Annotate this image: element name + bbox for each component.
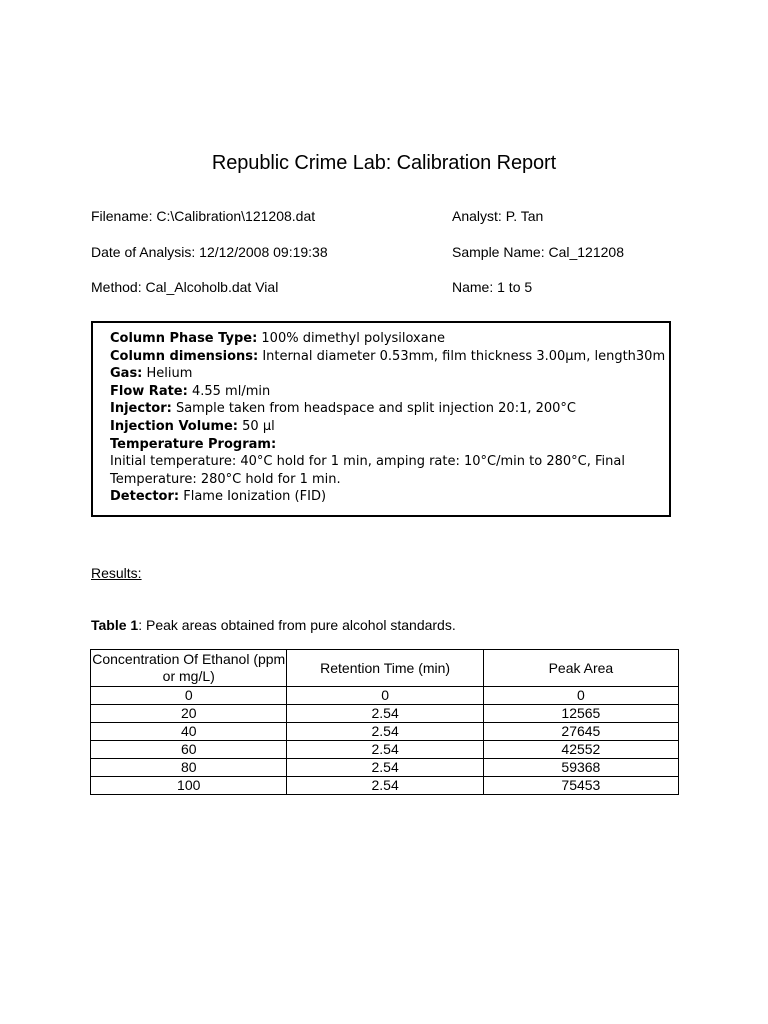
- table-caption: [91, 617, 456, 633]
- method-field: Method: Cal_Alcoholb.dat Vial: [91, 279, 279, 295]
- peak-areas-table: [90, 649, 679, 795]
- header-peak-area: Peak Area: [483, 650, 678, 687]
- concentration-cell: 60: [91, 741, 287, 759]
- results-heading: Results:: [91, 565, 142, 581]
- column-phase-label: Column Phase Type:: [110, 331, 258, 346]
- gas-value: Helium: [142, 366, 193, 382]
- table-row: [91, 723, 679, 741]
- column-dimensions-line: [110, 348, 669, 366]
- temperature-program-line: [110, 436, 669, 454]
- retention-time-cell: 2.54: [287, 777, 483, 795]
- column-dimensions-value: Internal diameter 0.53mm, film thickness 3.00μm, length30m: [258, 348, 666, 364]
- table-row: [91, 759, 679, 777]
- temperature-program-label: Temperature Program:: [110, 436, 277, 452]
- column-phase-line: [110, 330, 669, 348]
- peak-area-cell: 75453: [483, 777, 678, 795]
- detector-line: [110, 488, 669, 506]
- filename-field: Filename: C:\Calibration\121208.dat: [91, 208, 316, 224]
- concentration-cell: 80: [91, 759, 287, 777]
- sample-name-field: Sample Name: Cal_121208: [452, 244, 624, 260]
- detector-label: Detector:: [110, 489, 180, 505]
- table-header-row: [91, 650, 679, 687]
- peak-area-cell: 59368: [483, 759, 678, 777]
- table-row: [91, 705, 679, 723]
- analyst-field: Analyst: P. Tan: [452, 208, 544, 224]
- concentration-cell: 40: [91, 723, 287, 741]
- gas-label: Gas:: [110, 366, 143, 382]
- peak-area-cell: 27645: [483, 723, 678, 741]
- peak-area-cell: 0: [483, 687, 678, 705]
- header-retention-time: Retention Time (min): [287, 650, 483, 687]
- peak-area-cell: 12565: [483, 705, 678, 723]
- table-caption-label: Table 1: [91, 617, 139, 633]
- concentration-cell: 0: [91, 687, 287, 705]
- injection-volume-label: Injection Volume:: [110, 418, 239, 434]
- date-of-analysis-field: Date of Analysis: 12/12/2008 09:19:38: [91, 244, 328, 260]
- temperature-program-value: Initial temperature: 40°C hold for 1 min, amping rate: 10°C/min to 280°C, Final Temperature: 280°C hold for 1 min.: [110, 454, 625, 487]
- concentration-cell: 20: [91, 705, 287, 723]
- flow-rate-value: 4.55 ml/min: [187, 383, 271, 399]
- retention-time-cell: 0: [287, 687, 483, 705]
- injection-volume-line: [110, 418, 669, 436]
- peak-area-cell: 42552: [483, 741, 678, 759]
- concentration-cell: 100: [91, 777, 287, 795]
- instrument-conditions-box: [91, 321, 671, 517]
- injector-label: Injector:: [110, 401, 172, 417]
- retention-time-cell: 2.54: [287, 705, 483, 723]
- retention-time-cell: 2.54: [287, 741, 483, 759]
- report-title: Republic Crime Lab: Calibration Report: [211, 152, 557, 174]
- table-row: [91, 777, 679, 795]
- injector-line: [110, 400, 669, 418]
- table-row: [91, 741, 679, 759]
- injection-volume-value: 50 μl: [238, 418, 275, 434]
- name-field: Name: 1 to 5: [452, 279, 533, 295]
- injector-value: Sample taken from headspace and split injection 20:1, 200°C: [171, 401, 577, 417]
- flow-rate-label: Flow Rate:: [110, 383, 188, 399]
- table-caption-text: : Peak areas obtained from pure alcohol standards.: [138, 617, 456, 633]
- flow-rate-line: [110, 383, 669, 401]
- column-dimensions-label: Column dimensions:: [110, 348, 259, 364]
- gas-line: [110, 365, 669, 383]
- table-row: [91, 687, 679, 705]
- column-phase-value: 100% dimethyl polysiloxane: [257, 331, 445, 346]
- header-concentration: Concentration Of Ethanol (ppm or mg/L): [91, 650, 287, 687]
- retention-time-cell: 2.54: [287, 723, 483, 741]
- detector-value: Flame Ionization (FID): [179, 489, 327, 505]
- retention-time-cell: 2.54: [287, 759, 483, 777]
